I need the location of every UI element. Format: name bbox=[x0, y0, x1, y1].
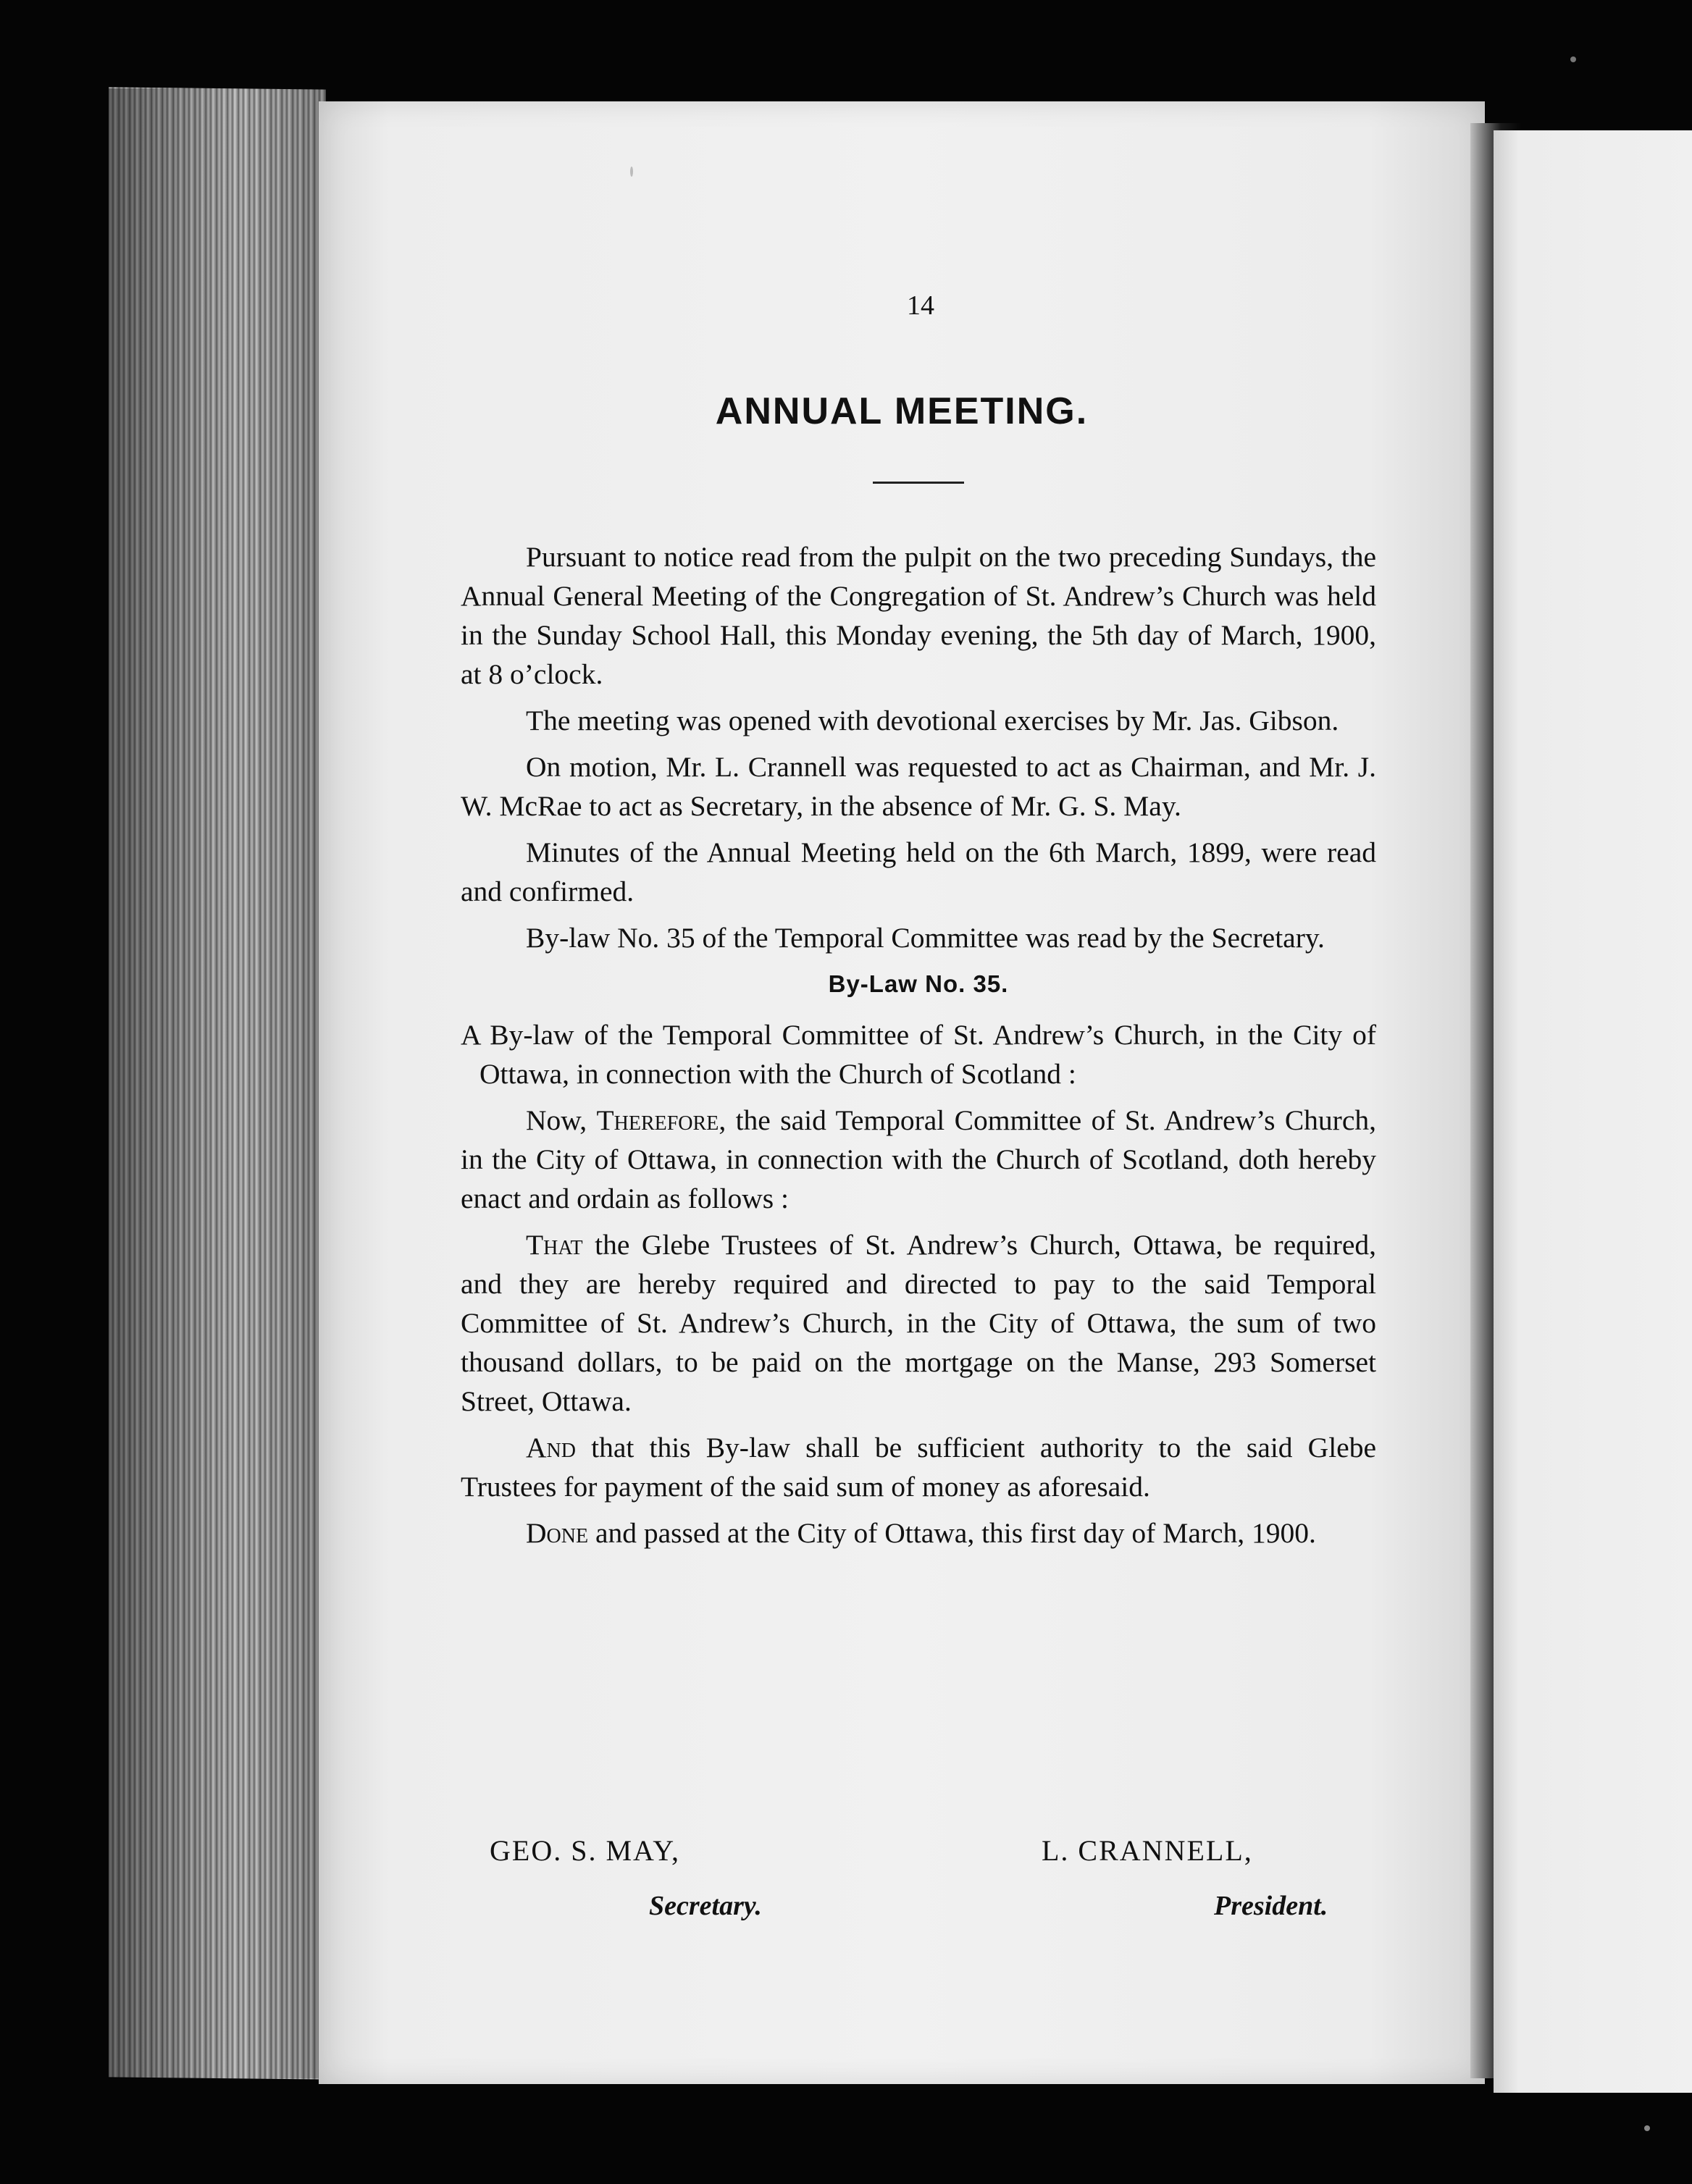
page-number: 14 bbox=[907, 290, 934, 321]
bylaw-done-smallcaps: Done bbox=[526, 1517, 589, 1549]
page-title: ANNUAL MEETING. bbox=[715, 390, 1089, 432]
dust-mark bbox=[630, 167, 633, 177]
title-rule bbox=[873, 482, 964, 484]
bylaw-now-rest: , the said Temporal Committee of St. Andrew’s Church, in the City of Ottawa, in connection with the Church of Scotland, doth hereby enact and ordain as follows : bbox=[461, 1104, 1376, 1214]
bylaw-now-smallcaps: Therefore bbox=[596, 1104, 719, 1136]
paragraph-minutes: Minutes of the Annual Meeting held on the 6th March, 1899, were read and confirmed. bbox=[461, 836, 1376, 907]
president-title: President. bbox=[1214, 1891, 1328, 1921]
bylaw-heading: By-Law No. 35. bbox=[828, 970, 1009, 997]
paragraph-opening: The meeting was opened with devotional exercises by Mr. Jas. Gibson. bbox=[526, 705, 1339, 736]
dust-mark bbox=[1644, 2125, 1650, 2131]
bylaw-and-rest: that this By-law shall be sufficient authority to the said Glebe Trustees for payment of the said sum of money as aforesaid. bbox=[461, 1432, 1376, 1503]
bylaw-now-lead: Now, bbox=[526, 1104, 597, 1136]
secretary-name: GEO. S. MAY, bbox=[490, 1834, 680, 1867]
bylaw-done-rest: and passed at the City of Ottawa, this first day of March, 1900. bbox=[588, 1517, 1316, 1549]
bylaw-and bbox=[461, 1428, 1376, 1506]
bylaw-that-rest: the Glebe Trustees of St. Andrew’s Church, Ottawa, be required, and they are hereby required and directed to pay to the said Temporal Committee of St. Andrew’s Church, in the City of Ottawa, the sum of two thousand dollars, to be paid on the mortgage on the Manse, 293 Somerset Street, Ottawa. bbox=[461, 1229, 1376, 1417]
bylaw-that bbox=[461, 1225, 1376, 1421]
signature-names bbox=[490, 1834, 1344, 1877]
bylaw-that-smallcaps: That bbox=[526, 1229, 583, 1261]
bylaw-done bbox=[461, 1513, 1376, 1553]
bylaw-now-therefore bbox=[461, 1101, 1376, 1218]
paragraph-bylaw-read: By-law No. 35 of the Temporal Committee was read by the Secretary. bbox=[526, 922, 1325, 954]
signature-titles bbox=[490, 1890, 1344, 1933]
dust-mark bbox=[1570, 56, 1576, 62]
facing-page bbox=[1494, 130, 1692, 2093]
secretary-title: Secretary. bbox=[649, 1891, 762, 1921]
minutes-body bbox=[461, 537, 1376, 1560]
page-edges-shadow bbox=[109, 88, 326, 2078]
bylaw-intro: A By-law of the Temporal Committee of St. Andrew’s Church, in the City of Ottawa, in connection with the Church of Scotland : bbox=[461, 1019, 1376, 1090]
paragraph-notice: Pursuant to notice read from the pulpit on the two preceding Sundays, the Annual General Meeting of the Congregation of St. Andrew’s Church was held in the Sunday School Hall, this Monday evening, the 5th day of March, 1900, at 8 o’clock. bbox=[461, 541, 1376, 690]
paragraph-motion: On motion, Mr. L. Crannell was requested to act as Chairman, and Mr. J. W. McRae to act as Secretary, in the absence of Mr. G. S. May. bbox=[461, 751, 1376, 822]
bylaw-and-smallcaps: And bbox=[526, 1432, 576, 1463]
president-name: L. CRANNELL, bbox=[1042, 1834, 1253, 1867]
